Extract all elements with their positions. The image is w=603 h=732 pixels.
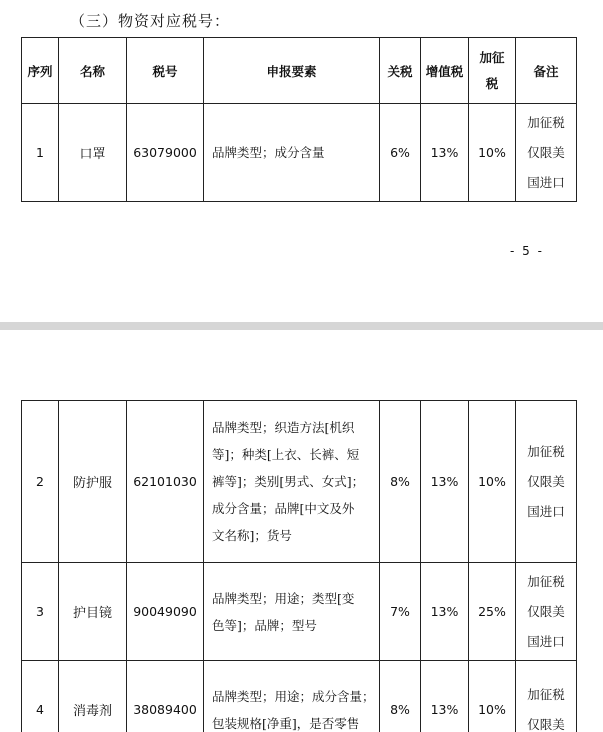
note-line: 加征税 [527, 686, 565, 702]
cell-levy: 10% [469, 661, 516, 732]
cell-note [516, 661, 577, 732]
cell-name: 护目镜 [59, 563, 127, 661]
cell-levy: 25% [469, 563, 516, 661]
element-line: 品牌类型；用途；类型[变 [212, 590, 355, 606]
table-row [22, 563, 577, 661]
tariff-table-part-2 [21, 400, 577, 732]
cell-vat: 13% [421, 401, 469, 563]
page-separator [0, 322, 603, 330]
header-levy-line2: 税 [485, 75, 499, 91]
element-line: 包装规格[净重]，是否零售 [212, 715, 360, 731]
element-line: 成分含量；品牌[中文及外 [212, 501, 355, 516]
note-line: 仅限美 [527, 603, 565, 619]
section-heading: （三）物资对应税号： [70, 12, 231, 30]
tariff-table-part-1 [21, 37, 577, 202]
cell-note [516, 401, 577, 563]
document-page-2 [0, 330, 603, 732]
element-line: 品牌类型；用途；成分含量； [212, 688, 375, 704]
cell-levy: 10% [469, 104, 516, 202]
note-line: 加征税 [527, 443, 565, 459]
element-line: 品牌类型；成分含量 [212, 145, 325, 160]
cell-name: 防护服 [59, 401, 127, 563]
note-line: 加征税 [527, 573, 565, 589]
cell-levy: 10% [469, 401, 516, 563]
header-tariff: 关税 [380, 38, 421, 104]
header-vat: 增值税 [421, 38, 469, 104]
header-levy-line1: 加征 [479, 49, 505, 65]
cell-seq: 2 [22, 401, 59, 563]
cell-seq: 1 [22, 104, 59, 202]
element-line: 裤等]；类别[男式、女式]； [212, 474, 365, 489]
cell-code: 63079000 [127, 104, 204, 202]
note-line: 国进口 [527, 633, 565, 649]
table-row [22, 401, 577, 563]
note-line: 国进口 [527, 174, 565, 190]
cell-code: 62101030 [127, 401, 204, 563]
element-line: 色等]；品牌；型号 [212, 617, 317, 633]
cell-note [516, 563, 577, 661]
header-name: 名称 [59, 38, 127, 104]
table-header-row [22, 38, 577, 104]
note-line: 仅限美 [527, 144, 565, 160]
cell-tariff: 7% [380, 563, 421, 661]
cell-tariff: 6% [380, 104, 421, 202]
header-code: 税号 [127, 38, 204, 104]
table-row [22, 104, 577, 202]
cell-note [516, 104, 577, 202]
cell-vat: 13% [421, 104, 469, 202]
element-line: 品牌类型；织造方法[机织 [212, 420, 355, 435]
cell-vat: 13% [421, 661, 469, 732]
element-line: 文名称]；货号 [212, 528, 292, 543]
element-line: 等]；种类[上衣、长裤、短 [212, 447, 360, 462]
note-line: 国进口 [527, 503, 565, 519]
table-row [22, 661, 577, 732]
cell-elements [204, 661, 380, 732]
cell-code: 90049090 [127, 563, 204, 661]
cell-name: 消毒剂 [59, 661, 127, 732]
document-page-1 [0, 0, 603, 322]
note-line: 仅限美 [527, 716, 565, 732]
cell-seq: 3 [22, 563, 59, 661]
cell-code: 38089400 [127, 661, 204, 732]
cell-elements [204, 563, 380, 661]
header-elements: 申报要素 [204, 38, 380, 104]
cell-seq: 4 [22, 661, 59, 732]
cell-elements [204, 401, 380, 563]
note-line: 加征税 [527, 114, 565, 130]
page-number: - 5 - [510, 244, 544, 258]
header-note: 备注 [516, 38, 577, 104]
cell-tariff: 8% [380, 401, 421, 563]
cell-elements [204, 104, 380, 202]
cell-name: 口罩 [59, 104, 127, 202]
header-levy [469, 38, 516, 104]
header-seq: 序列 [22, 38, 59, 104]
note-line: 仅限美 [527, 473, 565, 489]
cell-vat: 13% [421, 563, 469, 661]
cell-tariff: 8% [380, 661, 421, 732]
